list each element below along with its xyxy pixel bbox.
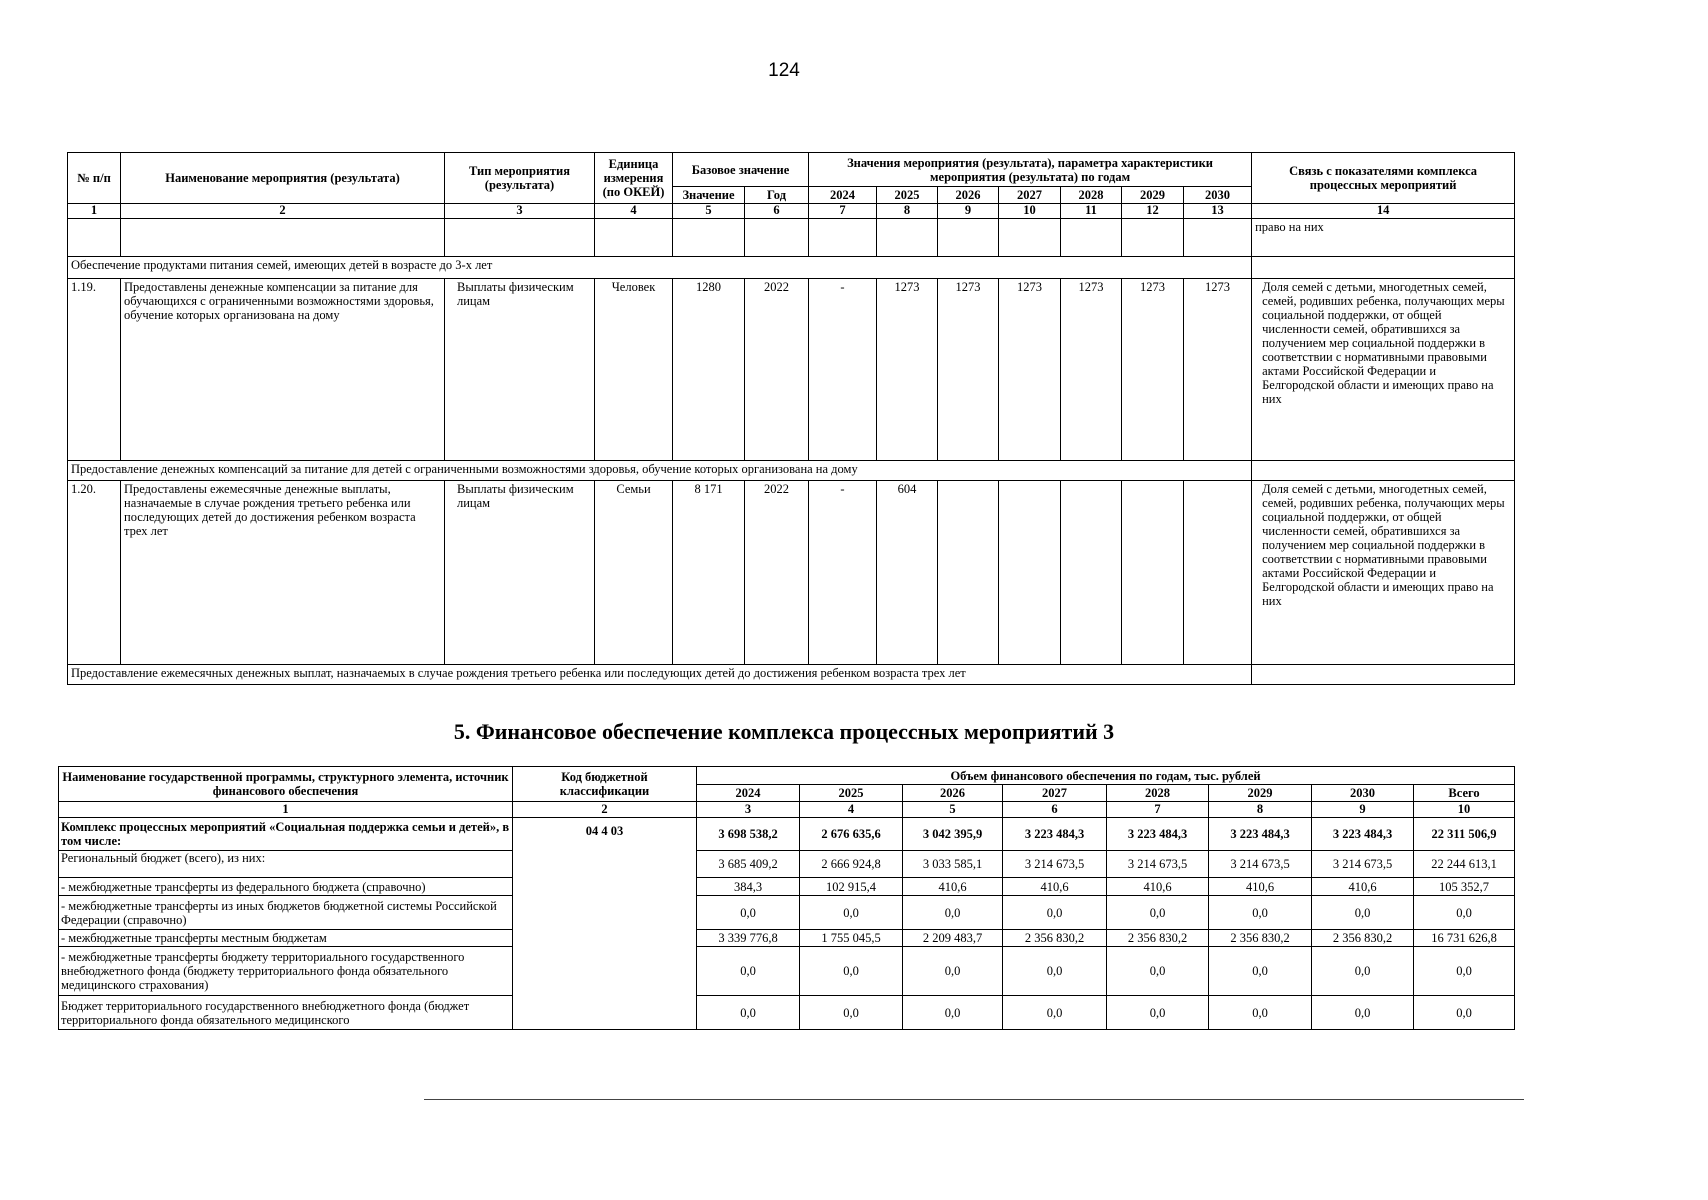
table-row bbox=[59, 896, 1515, 930]
header-year: 2026 bbox=[903, 785, 1003, 802]
value-cell: 410,6 bbox=[1107, 878, 1209, 896]
value-cell: 3 214 673,5 bbox=[1003, 851, 1107, 878]
header-source-name: Наименование государственной программы, структурного элемента, источник финансового обеспечения bbox=[59, 767, 513, 802]
table-row bbox=[59, 947, 1515, 996]
value-cell: 3 223 484,3 bbox=[1209, 818, 1312, 851]
column-number: 4 bbox=[800, 802, 903, 818]
row-label: - межбюджетные трансферты бюджету территориального государственного внебюджетного фонда (бюджету территориального фонда обязательного медицинского страхования) bbox=[59, 947, 513, 996]
column-number: 8 bbox=[877, 204, 938, 219]
header-base: Базовое значение bbox=[673, 153, 809, 187]
base-year: 2022 bbox=[745, 481, 809, 665]
header-type: Тип мероприятия (результата) bbox=[445, 153, 595, 204]
value-cell: 3 698 538,2 bbox=[697, 818, 800, 851]
unit: Семьи bbox=[595, 481, 673, 665]
table-row bbox=[68, 279, 1515, 461]
value-cell: 410,6 bbox=[1209, 878, 1312, 896]
row-label: - межбюджетные трансферты из федерального бюджета (справочно) bbox=[59, 878, 513, 896]
section-heading: 5. Финансовое обеспечение комплекса процессных мероприятий 3 bbox=[453, 719, 1115, 744]
group-row bbox=[68, 257, 1515, 279]
value-cell: 0,0 bbox=[697, 996, 800, 1030]
column-number: 11 bbox=[1061, 204, 1122, 219]
scan-edge-line bbox=[424, 1099, 1524, 1100]
activity-type: Выплаты физическим лицам bbox=[445, 481, 595, 665]
value-cell: 0,0 bbox=[903, 896, 1003, 930]
header-year: 2024 bbox=[697, 785, 800, 802]
value-cell: 0,0 bbox=[1209, 947, 1312, 996]
table-row bbox=[68, 481, 1515, 665]
value-cell: 3 042 395,9 bbox=[903, 818, 1003, 851]
value-cell: 2 356 830,2 bbox=[1209, 930, 1312, 947]
value-total: 16 731 626,8 bbox=[1414, 930, 1515, 947]
value-cell: 3 685 409,2 bbox=[697, 851, 800, 878]
group-row bbox=[68, 461, 1515, 481]
value-cell: 0,0 bbox=[800, 896, 903, 930]
value-total: 105 352,7 bbox=[1414, 878, 1515, 896]
header-year: 2025 bbox=[877, 187, 938, 204]
activity-name: Предоставлены денежные компенсации за питание для обучающихся с ограниченными возможностями здоровья, обучение которых организована на дому bbox=[121, 279, 445, 461]
value-cell: 384,3 bbox=[697, 878, 800, 896]
value-cell: 0,0 bbox=[697, 947, 800, 996]
header-financing-volume: Объем финансового обеспечения по годам, тыс. рублей bbox=[697, 767, 1515, 785]
header-year: 2024 bbox=[809, 187, 877, 204]
value-cell: 0,0 bbox=[1107, 896, 1209, 930]
header-num: № п/п bbox=[68, 153, 121, 204]
header-year: 2027 bbox=[999, 187, 1061, 204]
column-number: 2 bbox=[513, 802, 697, 818]
value-cell: 410,6 bbox=[903, 878, 1003, 896]
value-cell: 410,6 bbox=[1312, 878, 1414, 896]
header-year: 2029 bbox=[1209, 785, 1312, 802]
value-2030: 1273 bbox=[1184, 279, 1252, 461]
value-total: 0,0 bbox=[1414, 947, 1515, 996]
value-cell: 2 676 635,6 bbox=[800, 818, 903, 851]
value-2026: 1273 bbox=[938, 279, 999, 461]
row-label: - межбюджетные трансферты из иных бюджетов бюджетной системы Российской Федерации (справочно) bbox=[59, 896, 513, 930]
column-number: 10 bbox=[1414, 802, 1515, 818]
value-cell: 3 214 673,5 bbox=[1312, 851, 1414, 878]
value-cell: 2 356 830,2 bbox=[1003, 930, 1107, 947]
value-cell: 3 339 776,8 bbox=[697, 930, 800, 947]
header-year: 2025 bbox=[800, 785, 903, 802]
value-cell: 3 214 673,5 bbox=[1107, 851, 1209, 878]
row-label: Региональный бюджет (всего), из них: bbox=[59, 851, 513, 878]
column-number: 9 bbox=[1312, 802, 1414, 818]
header-base-year: Год bbox=[745, 187, 809, 204]
value-cell: 0,0 bbox=[1312, 896, 1414, 930]
value-cell: 3 223 484,3 bbox=[1003, 818, 1107, 851]
value-cell: 2 209 483,7 bbox=[903, 930, 1003, 947]
column-number: 3 bbox=[697, 802, 800, 818]
value-cell: 2 356 830,2 bbox=[1107, 930, 1209, 947]
header-year: 2030 bbox=[1184, 187, 1252, 204]
header-year: 2029 bbox=[1122, 187, 1184, 204]
value-cell: 3 223 484,3 bbox=[1312, 818, 1414, 851]
activity-type: Выплаты физическим лицам bbox=[445, 279, 595, 461]
activity-name: Предоставлены ежемесячные денежные выплаты, назначаемые в случае рождения третьего ребенка или последующих детей до достижения ребенком возраста трех лет bbox=[121, 481, 445, 665]
group-title: Предоставление ежемесячных денежных выплат, назначаемых в случае рождения третьего ребенка или последующих детей до достижения ребенком возраста трех лет bbox=[68, 665, 1252, 685]
value-cell: 0,0 bbox=[1209, 896, 1312, 930]
value-cell: 0,0 bbox=[1312, 996, 1414, 1030]
row-label: Комплекс процессных мероприятий «Социальная поддержка семьи и детей», в том числе: bbox=[59, 818, 513, 851]
column-number-row bbox=[59, 802, 1515, 818]
column-number: 5 bbox=[903, 802, 1003, 818]
value-cell: 0,0 bbox=[1107, 996, 1209, 1030]
linked-indicator: Доля семей с детьми, многодетных семей, семей, родивших ребенка, получающих меры социальной поддержки, от общей численности семей, обратившихся за получением мер социальной поддержки в соответствии с нормативными правовыми актами Российской Федерации и Белгородской области и имеющих право на них bbox=[1252, 481, 1515, 665]
value-cell: 0,0 bbox=[1312, 947, 1414, 996]
header-budget-code: Код бюджетной классификации bbox=[513, 767, 697, 802]
column-number: 13 bbox=[1184, 204, 1252, 219]
header-unit: Единица измерения (по ОКЕЙ) bbox=[595, 153, 673, 204]
activities-table bbox=[67, 152, 1515, 685]
value-cell: 3 223 484,3 bbox=[1107, 818, 1209, 851]
value-cell: 2 666 924,8 bbox=[800, 851, 903, 878]
value-2027 bbox=[999, 481, 1061, 665]
column-number: 7 bbox=[1107, 802, 1209, 818]
group-title: Предоставление денежных компенсаций за питание для детей с ограниченными возможностями здоровья, обучение которых организована на дому bbox=[68, 461, 1252, 481]
value-cell: 0,0 bbox=[903, 996, 1003, 1030]
table-row bbox=[59, 930, 1515, 947]
budget-code: 04 4 03 bbox=[513, 818, 697, 1030]
header-base-value: Значение bbox=[673, 187, 745, 204]
header-year: 2028 bbox=[1107, 785, 1209, 802]
row-label: Бюджет территориального государственного внебюджетного фонда (бюджет территориального фонда обязательного медицинского bbox=[59, 996, 513, 1030]
column-number: 1 bbox=[68, 204, 121, 219]
column-number: 1 bbox=[59, 802, 513, 818]
linked-indicator: Доля семей с детьми, многодетных семей, семей, родивших ребенка, получающих меры социальной поддержки, от общей численности семей, обратившихся за получением мер социальной поддержки в соответствии с нормативными правовыми актами Российской Федерации и Белгородской области и имеющих право на них bbox=[1252, 279, 1515, 461]
header-values-by-year: Значения мероприятия (результата), параметра характеристики мероприятия (результата) по годам bbox=[809, 153, 1252, 187]
table-row bbox=[59, 996, 1515, 1030]
column-number: 10 bbox=[999, 204, 1061, 219]
column-number: 6 bbox=[745, 204, 809, 219]
group-row bbox=[68, 665, 1515, 685]
financing-table bbox=[58, 766, 1515, 1030]
table-row bbox=[59, 878, 1515, 896]
column-number: 3 bbox=[445, 204, 595, 219]
row-number: 1.19. bbox=[68, 279, 121, 461]
header-name: Наименование мероприятия (результата) bbox=[121, 153, 445, 204]
base-value: 8 171 bbox=[673, 481, 745, 665]
value-cell: 102 915,4 bbox=[800, 878, 903, 896]
value-cell: 3 214 673,5 bbox=[1209, 851, 1312, 878]
value-cell: 0,0 bbox=[800, 996, 903, 1030]
header-total: Всего bbox=[1414, 785, 1515, 802]
value-2025: 1273 bbox=[877, 279, 938, 461]
value-cell: 2 356 830,2 bbox=[1312, 930, 1414, 947]
value-total: 0,0 bbox=[1414, 896, 1515, 930]
column-number: 4 bbox=[595, 204, 673, 219]
column-number: 12 bbox=[1122, 204, 1184, 219]
value-2024: - bbox=[809, 279, 877, 461]
value-2026 bbox=[938, 481, 999, 665]
row-number: 1.20. bbox=[68, 481, 121, 665]
table-row bbox=[59, 851, 1515, 878]
column-number: 8 bbox=[1209, 802, 1312, 818]
header-year: 2030 bbox=[1312, 785, 1414, 802]
value-2024: - bbox=[809, 481, 877, 665]
value-2029: 1273 bbox=[1122, 279, 1184, 461]
value-cell: 0,0 bbox=[1003, 996, 1107, 1030]
continuation-text: право на них bbox=[1252, 219, 1515, 257]
value-cell: 0,0 bbox=[1209, 996, 1312, 1030]
value-cell: 1 755 045,5 bbox=[800, 930, 903, 947]
row-label: - межбюджетные трансферты местным бюджетам bbox=[59, 930, 513, 947]
value-total: 22 244 613,1 bbox=[1414, 851, 1515, 878]
column-number: 2 bbox=[121, 204, 445, 219]
header-year: 2028 bbox=[1061, 187, 1122, 204]
value-cell: 410,6 bbox=[1003, 878, 1107, 896]
value-cell: 0,0 bbox=[1003, 896, 1107, 930]
value-2030 bbox=[1184, 481, 1252, 665]
value-cell: 3 033 585,1 bbox=[903, 851, 1003, 878]
continuation-row bbox=[68, 219, 1515, 257]
value-2028: 1273 bbox=[1061, 279, 1122, 461]
value-cell: 0,0 bbox=[903, 947, 1003, 996]
unit: Человек bbox=[595, 279, 673, 461]
column-number: 6 bbox=[1003, 802, 1107, 818]
base-year: 2022 bbox=[745, 279, 809, 461]
value-cell: 0,0 bbox=[697, 896, 800, 930]
column-number: 7 bbox=[809, 204, 877, 219]
value-cell: 0,0 bbox=[800, 947, 903, 996]
value-cell: 0,0 bbox=[1107, 947, 1209, 996]
page-number: 124 bbox=[768, 60, 800, 81]
column-number: 14 bbox=[1252, 204, 1515, 219]
header-year: 2027 bbox=[1003, 785, 1107, 802]
table-row bbox=[59, 818, 1515, 851]
value-2029 bbox=[1122, 481, 1184, 665]
base-value: 1280 bbox=[673, 279, 745, 461]
header-year: 2026 bbox=[938, 187, 999, 204]
value-2028 bbox=[1061, 481, 1122, 665]
value-total: 0,0 bbox=[1414, 996, 1515, 1030]
value-total: 22 311 506,9 bbox=[1414, 818, 1515, 851]
header-link: Связь с показателями комплекса процессных мероприятий bbox=[1252, 153, 1515, 204]
value-2025: 604 bbox=[877, 481, 938, 665]
group-title: Обеспечение продуктами питания семей, имеющих детей в возрасте до 3-х лет bbox=[68, 257, 1252, 279]
column-number-row bbox=[68, 204, 1515, 219]
column-number: 9 bbox=[938, 204, 999, 219]
value-2027: 1273 bbox=[999, 279, 1061, 461]
value-cell: 0,0 bbox=[1003, 947, 1107, 996]
column-number: 5 bbox=[673, 204, 745, 219]
